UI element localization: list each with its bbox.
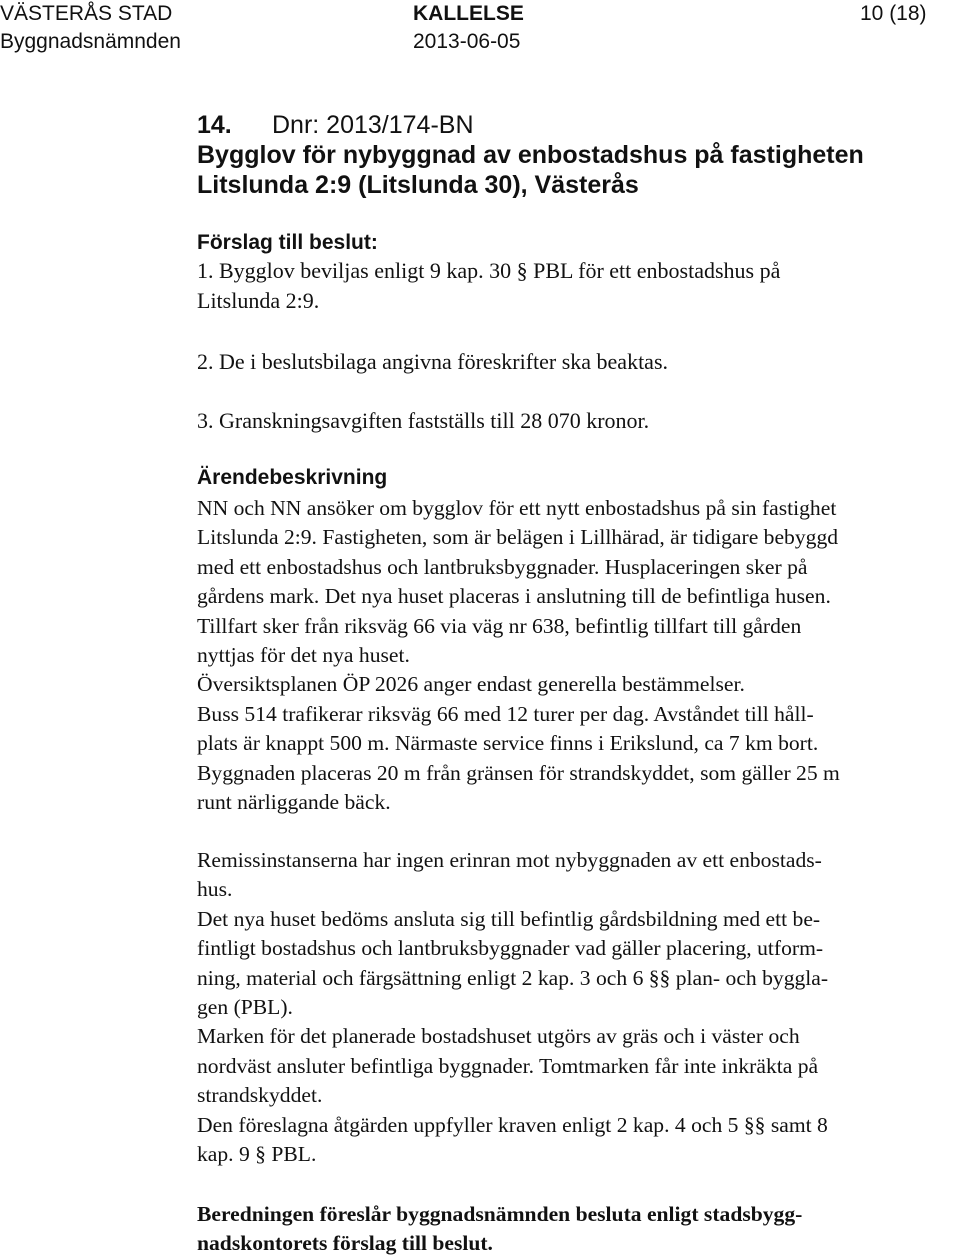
header-dept: Byggnadsnämnden bbox=[0, 30, 181, 53]
text-line: Buss 514 trafikerar riksväg 66 med 12 turer per dag. Avståndet till håll- bbox=[197, 701, 814, 726]
description-block-2 bbox=[197, 846, 957, 1169]
text-line: gårdens mark. Det nya huset placeras i anslutning till de befintliga husen. bbox=[197, 584, 831, 609]
description-conclusion bbox=[197, 1200, 957, 1259]
header-date: 2013-06-05 bbox=[413, 30, 521, 53]
text-line: strandskyddet. bbox=[197, 1083, 323, 1108]
description-block-1 bbox=[197, 494, 957, 817]
text-line: NN och NN ansöker om bygglov för ett nytt enbostadshus på sin fastighet bbox=[197, 496, 837, 520]
text-line: fintligt bostadshus och lantbruksbyggnader vad gäller placering, utform- bbox=[197, 936, 824, 961]
text-line: Den föreslagna åtgärden uppfyller kraven enligt 2 kap. 4 och 5 §§ samt 8 bbox=[197, 1112, 828, 1137]
item-dnr: Dnr: 2013/174-BN bbox=[272, 111, 474, 139]
description-heading: Ärendebeskrivning bbox=[197, 466, 388, 489]
text-line: Det nya huset bedöms ansluta sig till befintlig gårdsbildning med ett be- bbox=[197, 906, 821, 931]
header-page-number: 10 (18) bbox=[860, 2, 927, 25]
header-doc-type: KALLELSE bbox=[413, 2, 524, 25]
text-line: nyttjas för det nya huset. bbox=[197, 643, 410, 668]
header-org: VÄSTERÅS STAD bbox=[0, 2, 173, 25]
proposal-heading: Förslag till beslut: bbox=[197, 231, 378, 254]
proposal-item-1-line-1: 1. Bygglov beviljas enligt 9 kap. 30 § PBL för ett enbostadshus på bbox=[197, 258, 781, 283]
text-line: hus. bbox=[197, 877, 233, 902]
text-line: nadskontorets förslag till beslut. bbox=[197, 1231, 493, 1256]
item-title-line-2: Litslunda 2:9 (Litslunda 30), Västerås bbox=[197, 171, 639, 199]
text-line: Marken för det planerade bostadshuset utgörs av gräs och i väster och bbox=[197, 1024, 800, 1049]
text-line: plats är knappt 500 m. Närmaste service finns i Erikslund, ca 7 km bort. bbox=[197, 731, 819, 756]
text-line: Remissinstanserna har ingen erinran mot nybyggnaden av ett enbostads- bbox=[197, 848, 822, 872]
item-number: 14. bbox=[197, 111, 232, 139]
text-line: runt närliggande bäck. bbox=[197, 790, 391, 815]
proposal-item-2: 2. De i beslutsbilaga angivna föreskrifter ska beaktas. bbox=[197, 349, 669, 374]
text-line: Litslunda 2:9. Fastigheten, som är belägen i Lillhärad, är tidigare bebyggd bbox=[197, 525, 839, 550]
text-line: nordväst ansluter befintliga byggnader. Tomtmarken får inte inkräkta på bbox=[197, 1053, 819, 1078]
proposal-item-3: 3. Granskningsavgiften fastställs till 28 070 kronor. bbox=[197, 408, 650, 433]
text-line: ning, material och färgsättning enligt 2 kap. 3 och 6 §§ plan- och byggla- bbox=[197, 965, 829, 990]
text-line: Tillfart sker från riksväg 66 via väg nr 638, befintlig tillfart till gården bbox=[197, 613, 802, 638]
text-line: gen (PBL). bbox=[197, 995, 293, 1020]
text-line: Beredningen föreslår byggnadsnämnden besluta enligt stadsbygg- bbox=[197, 1202, 803, 1226]
text-line: kap. 9 § PBL. bbox=[197, 1142, 317, 1167]
item-title-line-1: Bygglov för nybyggnad av enbostadshus på fastigheten bbox=[197, 141, 864, 169]
text-line: Byggnaden placeras 20 m från gränsen för strandskyddet, som gäller 25 m bbox=[197, 760, 840, 785]
text-line: Översiktsplanen ÖP 2026 anger endast generella bestämmelser. bbox=[197, 672, 745, 697]
text-line: med ett enbostadshus och lantbruksbyggnader. Husplaceringen sker på bbox=[197, 554, 808, 579]
proposal-item-1-line-2: Litslunda 2:9. bbox=[197, 288, 320, 313]
